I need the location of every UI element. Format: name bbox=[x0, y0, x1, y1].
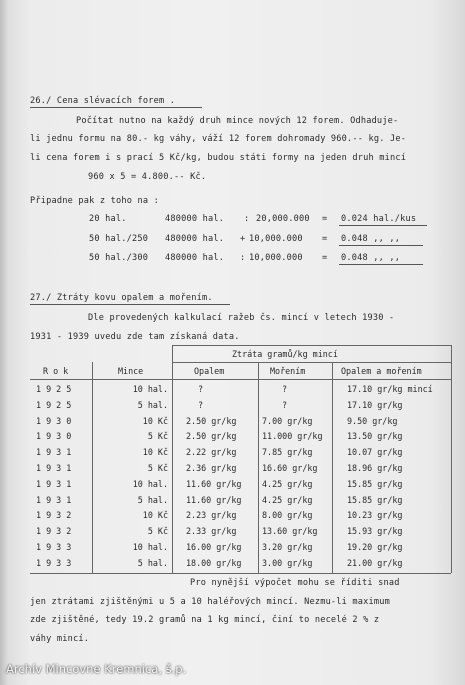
cell-morenim: ? bbox=[282, 384, 288, 394]
cell-mince: 5 hal. bbox=[137, 557, 168, 568]
cell-opalem: 16.00 gr/kg bbox=[186, 542, 242, 552]
cell-rok: 1 9 3 3 bbox=[36, 542, 72, 552]
calc-result: 0.048 ,, ,, bbox=[341, 253, 401, 263]
cell-opalem: ? bbox=[198, 399, 204, 410]
cell-opalem-a-morenim: 10.07 gr/kg bbox=[347, 447, 403, 458]
cell-rok: 1 9 3 3 bbox=[36, 557, 72, 568]
cell-morenim: 3.00 gr/kg bbox=[262, 557, 313, 568]
cell-rok: 1 9 3 0 bbox=[36, 431, 72, 442]
cell-opalem-a-morenim: 19.20 gr/kg bbox=[347, 542, 403, 552]
cell-opalem: 2.50 gr/kg bbox=[186, 415, 237, 426]
cell-mince: 5 Kč bbox=[147, 526, 168, 537]
header-mince: Mince bbox=[118, 366, 144, 376]
cell-morenim: 16.60 gr/kg bbox=[262, 463, 318, 473]
cell-mince: 5 hal. bbox=[137, 494, 168, 505]
heading-underline bbox=[30, 107, 202, 108]
table-rule bbox=[172, 345, 173, 573]
cell-opalem: 2.33 gr/kg bbox=[186, 526, 237, 537]
table-rule bbox=[451, 345, 452, 573]
cell-morenim: ? bbox=[282, 399, 288, 410]
intro-line-2: 1931 - 1939 uvedu zde tam získaná data. bbox=[30, 332, 240, 342]
cell-mince: 5 Kč bbox=[147, 463, 168, 473]
calc-op: : bbox=[240, 253, 246, 263]
calc-result: 0.024 hal./kus bbox=[341, 214, 417, 224]
cell-morenim: 3.20 gr/kg bbox=[262, 542, 313, 552]
cell-rok: 1 9 3 0 bbox=[36, 415, 72, 426]
cell-opalem-a-morenim: 18.96 gr/kg bbox=[347, 463, 403, 473]
closing-line-4: váhy mincí. bbox=[30, 634, 90, 644]
calc-eq: = bbox=[322, 253, 328, 263]
calc-denom: 20 hal. bbox=[89, 214, 127, 224]
calc-count: 480000 hal. bbox=[165, 253, 225, 263]
cell-rok: 1 9 3 1 bbox=[36, 463, 72, 473]
cell-morenim: 7.00 gr/kg bbox=[262, 415, 313, 426]
cell-mince: 5 Kč bbox=[147, 431, 168, 442]
cell-opalem: 18.00 gr/kg bbox=[186, 557, 242, 568]
cell-rok: 1 9 3 1 bbox=[36, 494, 72, 505]
table-rule bbox=[258, 362, 259, 573]
cell-mince: 10 Kč bbox=[142, 447, 168, 458]
pripadne-line: Připadne pak z toho na : bbox=[30, 196, 159, 206]
intro-line-1: Dle provedených kalkulací ražeb čs. mincí v letech 1930 - bbox=[88, 313, 395, 323]
table-rule bbox=[92, 362, 93, 573]
heading-underline bbox=[30, 304, 230, 305]
closing-line-1: Pro nynější výpočet mohu se říditi snad bbox=[190, 578, 400, 588]
cell-opalem: 2.23 gr/kg bbox=[186, 510, 237, 521]
cell-opalem-a-morenim: 15.93 gr/kg bbox=[347, 526, 403, 537]
cell-opalem: 2.50 gr/kg bbox=[186, 431, 237, 442]
para-line-3: li cena forem i s prací 5 Kč/kg, budou státi formy na jeden druh mincí bbox=[30, 153, 407, 163]
cell-mince: 10 hal. bbox=[132, 478, 168, 489]
result-underline bbox=[339, 264, 423, 265]
cell-opalem-a-morenim: 15.85 gr/kg bbox=[347, 494, 403, 505]
section-27-heading: 27./ Ztráty kovu opalem a mořením. bbox=[30, 293, 213, 303]
cell-mince: 5 hal. bbox=[137, 399, 168, 410]
table-group-header: Ztráta gramů/kg mincí bbox=[232, 349, 338, 359]
calc-value: 10,000.000 bbox=[249, 253, 303, 263]
cell-opalem-a-morenim: 9.50 gr/kg bbox=[347, 415, 398, 426]
cell-rok: 1 9 3 1 bbox=[36, 478, 72, 489]
cell-opalem: 2.22 gr/kg bbox=[186, 447, 237, 458]
calc-eq: = bbox=[322, 214, 328, 224]
cell-opalem: 11.60 gr/kg bbox=[186, 478, 242, 489]
cell-mince: 10 Kč bbox=[142, 415, 168, 426]
calc-result: 0.048 ,, ,, bbox=[341, 234, 401, 244]
cell-opalem: 11.60 gr/kg bbox=[186, 494, 242, 505]
table-rule bbox=[30, 379, 451, 380]
cell-opalem-a-morenim: 17.10 gr/kg mincí bbox=[347, 384, 433, 394]
header-rok: R o k bbox=[43, 366, 69, 376]
calc-denom: 50 hal./300 bbox=[89, 253, 149, 263]
cell-rok: 1 9 3 2 bbox=[36, 510, 72, 521]
calc-denom: 50 hal./250 bbox=[89, 234, 149, 244]
table-rule bbox=[30, 573, 451, 574]
para-line-1: Počítat nutno na každý druh mince nových 12 forem. Odhaduje- bbox=[76, 116, 399, 126]
cell-morenim: 4.25 gr/kg bbox=[262, 494, 313, 505]
cell-rok: 1 9 3 2 bbox=[36, 526, 72, 537]
cell-mince: 10 Kč bbox=[142, 510, 168, 521]
calc-count: 480000 hal. bbox=[165, 214, 225, 224]
cell-mince: 10 hal. bbox=[132, 542, 168, 552]
header-morenim: Mořením bbox=[270, 366, 306, 376]
table-rule bbox=[172, 345, 451, 346]
closing-line-2: jen ztrátami zjištěnými u 5 a 10 haléřových mincí. Nezmu-li maximum bbox=[30, 597, 391, 607]
cell-opalem-a-morenim: 13.50 gr/kg bbox=[347, 431, 403, 442]
cell-morenim: 11.000 gr/kg bbox=[262, 431, 323, 442]
cell-opalem: ? bbox=[198, 384, 204, 394]
header-opalem-a-morenim: Opalem a mořením bbox=[341, 366, 422, 376]
para-line-2: li jednu formu na 80.- kg váhy, váží 12 forem dohromady 960.-- kg. Je- bbox=[30, 134, 407, 144]
calc-eq: = bbox=[322, 234, 328, 244]
cell-opalem-a-morenim: 21.00 gr/kg bbox=[347, 557, 403, 568]
table-rule bbox=[332, 362, 333, 573]
cell-opalem-a-morenim: 10.23 gr/kg bbox=[347, 510, 403, 521]
cell-morenim: 7.85 gr/kg bbox=[262, 447, 313, 458]
cell-morenim: 4.25 gr/kg bbox=[262, 478, 313, 489]
calc-op: + bbox=[240, 234, 246, 244]
calc-value: 10,000.000 bbox=[249, 234, 303, 244]
calc-op: : bbox=[244, 214, 250, 224]
cell-rok: 1 9 2 5 bbox=[36, 384, 72, 394]
calc-value: 20,000.000 bbox=[256, 214, 310, 224]
calc-count: 480000 hal. bbox=[165, 234, 225, 244]
para-line-4: 960 x 5 = 4.800.-- Kč. bbox=[88, 172, 207, 182]
cell-rok: 1 9 3 1 bbox=[36, 447, 72, 458]
result-underline bbox=[339, 245, 423, 246]
header-opalem: Opalem bbox=[194, 366, 225, 376]
cell-mince: 10 hal. bbox=[132, 384, 168, 394]
table-rule bbox=[172, 362, 451, 363]
cell-morenim: 13.60 gr/kg bbox=[262, 526, 318, 537]
cell-rok: 1 9 2 5 bbox=[36, 399, 72, 410]
result-underline bbox=[339, 225, 427, 226]
cell-morenim: 8.00 gr/kg bbox=[262, 510, 313, 521]
section-26-heading: 26./ Cena slévacích forem . bbox=[30, 96, 176, 106]
archive-watermark: Archív Mincovne Kremnica, š.p. bbox=[6, 662, 187, 676]
cell-opalem-a-morenim: 15.85 gr/kg bbox=[347, 478, 403, 489]
cell-opalem-a-morenim: 17.10 gr/kg bbox=[347, 399, 403, 410]
cell-opalem: 2.36 gr/kg bbox=[186, 463, 237, 473]
closing-line-3: zde zjištěné, tedy 19.2 gramů na 1 kg mincí, činí to necelé 2 % z bbox=[30, 615, 380, 625]
